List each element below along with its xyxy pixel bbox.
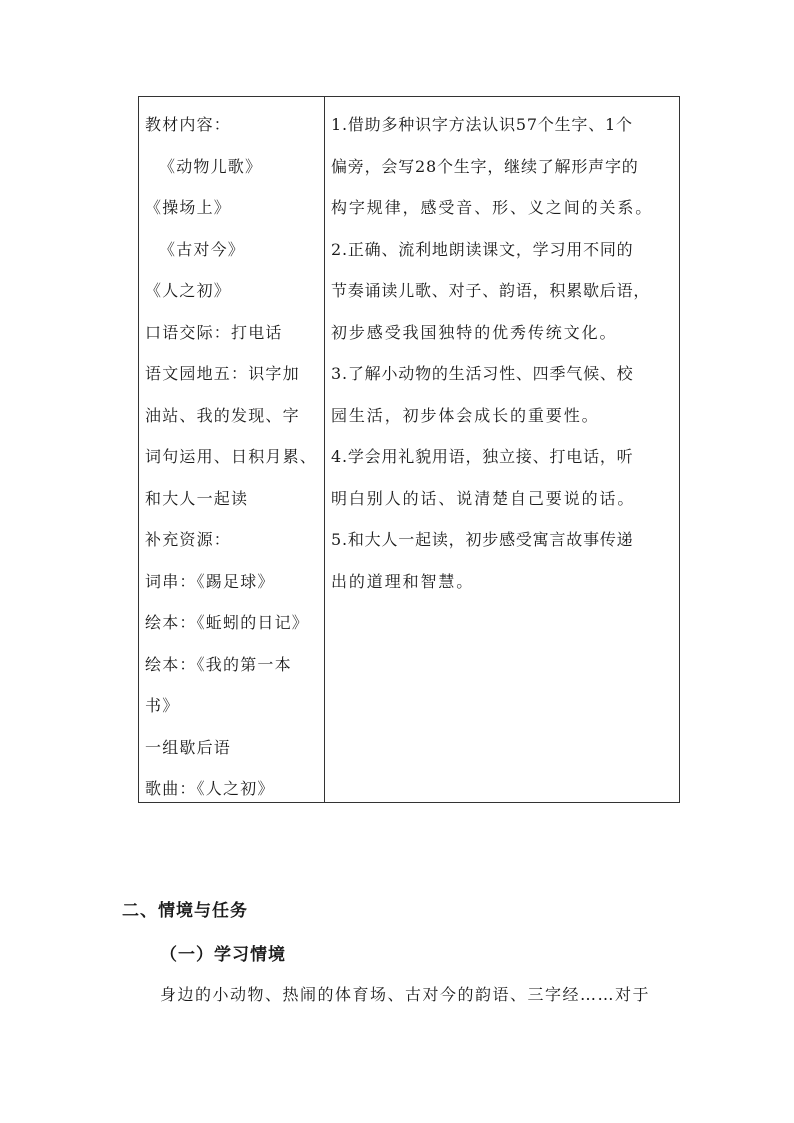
objective-line: 园生活，初步体会成长的重要性。: [331, 405, 600, 425]
content-table: [138, 96, 680, 803]
materials-line: 词句运用、日积月累、: [145, 447, 318, 466]
objective-line: 明白别人的话、说清楚自己要说的话。: [331, 488, 636, 508]
subsection-heading: （一）学习情境: [160, 945, 286, 965]
materials-line: 一组歇后语: [145, 737, 232, 757]
materials-line: 词串：《踢足球》: [145, 571, 275, 591]
objective-line: 2.正确、流利地朗读课文，学习用不同的: [331, 239, 634, 259]
materials-line: 书》: [145, 696, 180, 715]
materials-line: 教材内容：: [145, 115, 232, 134]
materials-line: 口语交际：打电话: [145, 322, 283, 342]
materials-line: 《古对今》: [159, 239, 246, 259]
objective-line: 出的道理和智慧。: [331, 571, 475, 591]
materials-line: 油站、我的发现、字: [145, 405, 300, 425]
objective-line: 初步感受我国独特的优秀传统文化。: [331, 322, 618, 342]
materials-line: 语文园地五：识字加: [145, 364, 300, 383]
objective-line: 构字规律，感受音、形、义之间的关系。: [331, 198, 654, 217]
materials-line: 绘本：《我的第一本: [145, 654, 292, 674]
objective-line: 3.了解小动物的生活习性、四季气候、校: [331, 364, 634, 383]
materials-line: 绘本：《蚯蚓的日记》: [145, 613, 310, 632]
body-paragraph: 身边的小动物、热闹的体育场、古对今的韵语、三字经……对于: [160, 985, 651, 1004]
objective-line: 5.和大人一起读，初步感受寓言故事传递: [331, 530, 634, 549]
section-heading: 二、情境与任务: [122, 901, 248, 921]
objective-line: 1.借助多种识字方法认识57个生字、1个: [331, 115, 633, 134]
objective-line: 4.学会用礼貌用语，独立接、打电话，听: [331, 447, 634, 466]
materials-line: 歌曲：《人之初》: [145, 779, 275, 798]
materials-line: 和大人一起读: [145, 488, 249, 508]
objective-line: 节奏诵读儿歌、对子、韵语，积累歇后语，: [331, 281, 651, 300]
objectives-column: [325, 97, 679, 802]
materials-line: 补充资源：: [145, 530, 232, 549]
objective-line: 偏旁，会写28个生字，继续了解形声字的: [331, 156, 639, 176]
materials-line: 《人之初》: [145, 281, 232, 300]
materials-line: 《操场上》: [145, 198, 232, 217]
materials-line: 《动物儿歌》: [159, 156, 263, 176]
materials-column: [139, 97, 325, 802]
